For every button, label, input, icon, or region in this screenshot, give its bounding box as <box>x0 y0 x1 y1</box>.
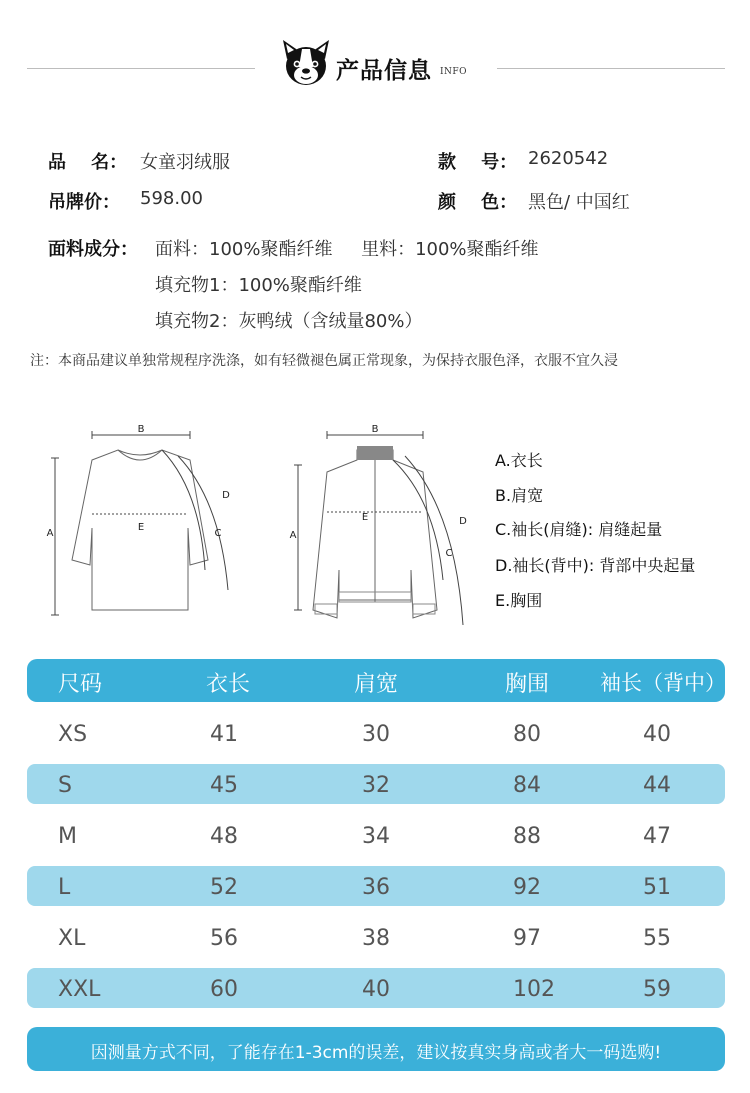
style-label: 款 号： <box>438 152 518 173</box>
cell-shoulder: 40 <box>362 977 390 1002</box>
legend-d: D.袖长(背中): 背部中央起量 <box>495 556 696 575</box>
cell-size: XXL <box>58 977 101 1002</box>
section-title: 产品信息 <box>336 58 432 84</box>
header-rule-left <box>27 68 255 69</box>
fabric-line-1: 面料：100%聚酯纤维 里料：100%聚酯纤维 <box>155 239 539 260</box>
cell-chest: 80 <box>513 722 541 747</box>
cell-size: XL <box>58 926 86 951</box>
fabric-line-3: 填充物2：灰鸭绒（含绒量80%） <box>155 311 423 332</box>
cell-sleeve: 55 <box>643 926 671 951</box>
cell-chest: 97 <box>513 926 541 951</box>
cell-length: 48 <box>210 824 238 849</box>
header-rule-right <box>497 68 725 69</box>
legend-b: B.肩宽 <box>495 486 544 505</box>
label-b: B <box>137 424 145 435</box>
cell-sleeve: 44 <box>643 773 671 798</box>
cell-chest: 92 <box>513 875 541 900</box>
header-size: 尺码 <box>58 672 103 697</box>
cell-shoulder: 34 <box>362 824 390 849</box>
cell-shoulder: 32 <box>362 773 390 798</box>
cell-size: XS <box>58 722 88 747</box>
price-label: 吊牌价： <box>48 192 120 213</box>
fabric-line-2: 填充物1：100%聚酯纤维 <box>155 275 362 296</box>
label-d-2: D <box>459 516 467 527</box>
header-sleeve: 袖长（背中） <box>600 671 726 695</box>
color-label: 颜 色： <box>438 192 518 213</box>
legend-a: A.衣长 <box>495 451 543 470</box>
label-b-2: B <box>371 424 379 435</box>
jacket-measure-diagram <box>285 420 485 635</box>
legend-c: C.袖长(肩缝): 肩缝起量 <box>495 520 663 539</box>
name-label: 品 名： <box>48 152 128 173</box>
cell-size: L <box>58 875 71 900</box>
cell-size: S <box>58 773 72 798</box>
cell-length: 60 <box>210 977 238 1002</box>
cell-shoulder: 36 <box>362 875 390 900</box>
care-note: 注：本商品建议单独常规程序洗涤，如有轻微褪色属正常现象，为保持衣服色泽，衣服不宜久浸 <box>30 353 618 369</box>
label-e-2: E <box>361 512 369 523</box>
dog-logo-icon <box>279 37 333 91</box>
label-c: C <box>214 528 222 539</box>
cell-chest: 102 <box>513 977 555 1002</box>
footer-notice: 因测量方式不同，了能存在1-3cm的误差，建议按真实身高或者大一码选购! <box>90 1043 662 1063</box>
cell-chest: 84 <box>513 773 541 798</box>
sweatshirt-measure-diagram <box>40 420 240 630</box>
cell-length: 52 <box>210 875 238 900</box>
label-c-2: C <box>445 548 453 559</box>
header-shoulder: 肩宽 <box>354 672 399 697</box>
color-value: 黑色/ 中国红 <box>528 192 630 213</box>
cell-sleeve: 59 <box>643 977 671 1002</box>
header-length: 衣长 <box>206 672 251 697</box>
fabric-label: 面料成分： <box>48 239 138 260</box>
cell-chest: 88 <box>513 824 541 849</box>
name-value: 女童羽绒服 <box>140 152 230 173</box>
cell-sleeve: 40 <box>643 722 671 747</box>
label-a: A <box>46 528 54 539</box>
cell-shoulder: 38 <box>362 926 390 951</box>
section-subtitle: INFO <box>440 67 468 77</box>
cell-sleeve: 51 <box>643 875 671 900</box>
cell-length: 56 <box>210 926 238 951</box>
style-value: 2620542 <box>528 148 609 169</box>
cell-length: 45 <box>210 773 238 798</box>
price-value: 598.00 <box>140 188 203 209</box>
label-a-2: A <box>289 530 297 541</box>
cell-sleeve: 47 <box>643 824 671 849</box>
legend-e: E.胸围 <box>495 591 543 610</box>
cell-size: M <box>58 824 77 849</box>
label-d: D <box>222 490 230 501</box>
cell-length: 41 <box>210 722 238 747</box>
header-chest: 胸围 <box>505 672 550 697</box>
label-e: E <box>137 522 145 533</box>
cell-shoulder: 30 <box>362 722 390 747</box>
